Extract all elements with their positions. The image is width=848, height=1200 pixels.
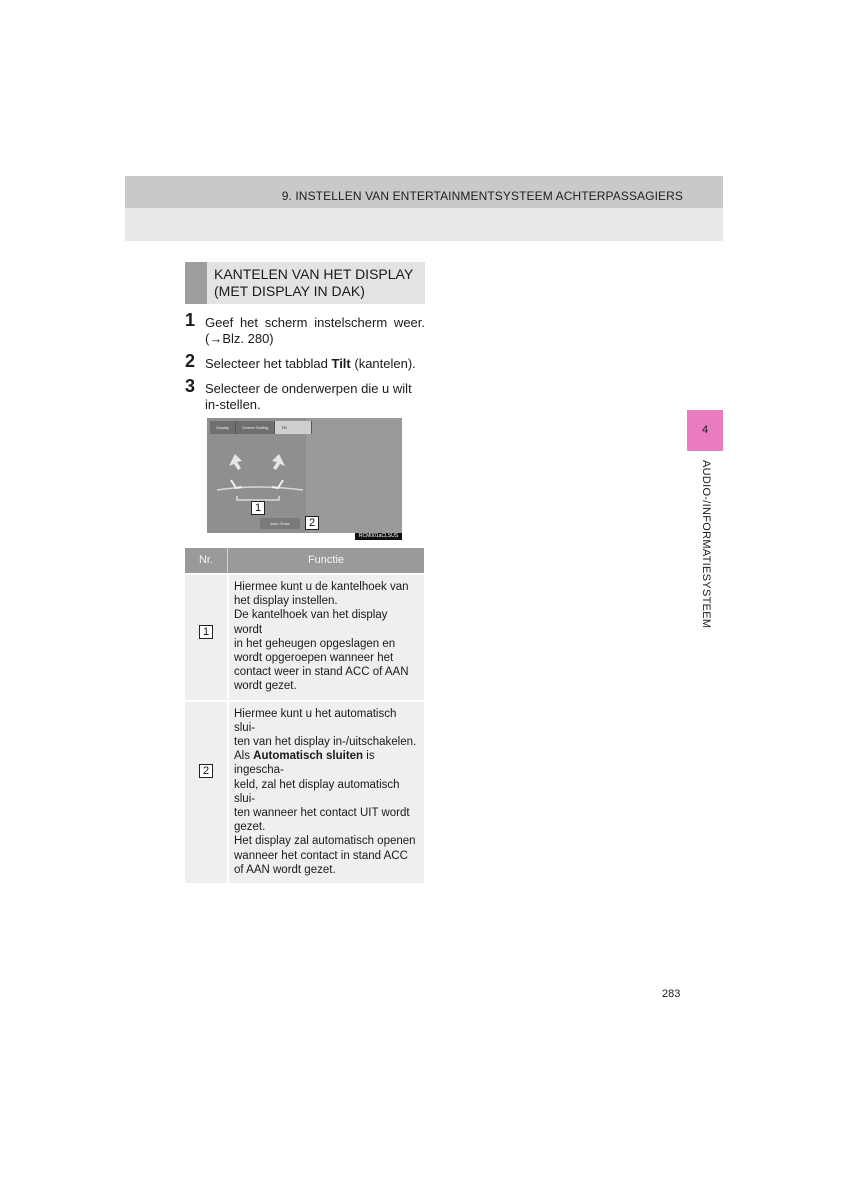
- row-function-text: Hiermee kunt u de kantelhoek van het display instellen. De kantelhoek van het display wordt in het geheugen opgeslagen en wordt opgeroepen wanneer het contact weer in stand ACC of AAN wordt gezet.: [234, 581, 409, 693]
- header-title: 9. INSTELLEN VAN ENTERTAINMENTSYSTEEM ACHTERPASSAGIERS: [281, 189, 683, 203]
- section-heading: [185, 262, 425, 304]
- image-id: RCM001aCLSUS: [355, 533, 402, 540]
- callout-1: 1: [251, 501, 265, 515]
- tab-screen-setting: Screen Setting: [236, 421, 275, 434]
- section-heading-bar: [185, 262, 207, 304]
- header-bottom-band: [125, 208, 723, 241]
- page-header: [125, 176, 723, 241]
- table-row: [185, 573, 424, 700]
- step-text: Selecteer het tabblad Tilt (kantelen).: [205, 356, 416, 371]
- row-function-text: Hiermee kunt u het automatisch slui- ten van het display in-/uitschakelen. Als Automatisch sluiten is ingescha- keld, zal het display automatisch slui- ten wanneer het contact UIT wordt gezet. Het display zal automatisch openen wanneer het contact in stand ACC of AAN wordt gezet.: [234, 707, 417, 876]
- step-number: 2: [185, 351, 196, 371]
- chapter-label: AUDIO-/INFORMATIESYSTEEM: [700, 460, 712, 629]
- row-number-cell: [185, 575, 229, 700]
- section-title: [214, 266, 424, 300]
- table-row: [185, 700, 424, 883]
- callout-2: 2: [305, 516, 319, 530]
- page-number: 283: [662, 988, 681, 1000]
- section-title-line1: KANTELEN VAN HET DISPLAY: [214, 266, 414, 282]
- column-header-nr: Nr.: [185, 548, 228, 573]
- tilt-tab-label: Tilt: [331, 356, 351, 371]
- step-number: 1: [185, 310, 196, 330]
- header-top-band: [125, 176, 723, 208]
- step-number: 3: [185, 376, 196, 396]
- tilt-arrows-icon: [207, 418, 317, 533]
- row-callout-1: 1: [199, 625, 213, 639]
- row-callout-2: 2: [199, 764, 213, 778]
- auto-close-button: Auto Close: [260, 518, 300, 529]
- chapter-tab: 4: [687, 410, 723, 451]
- screenshot-right-panel: [306, 418, 402, 533]
- column-header-functie: Functie: [307, 554, 345, 566]
- tab-tilt: Tilt: [275, 421, 312, 434]
- function-table: [185, 548, 424, 883]
- auto-close-label: Automatisch sluiten: [253, 750, 364, 763]
- table-header: [185, 548, 424, 573]
- step-text: Geef het scherm instelscherm weer. (→Blz. 280): [205, 315, 425, 346]
- section-title-line2: (MET DISPLAY IN DAK): [214, 283, 365, 299]
- row-number-cell: [185, 702, 229, 883]
- tab-display: Display: [210, 421, 236, 434]
- step-text: Selecteer de onderwerpen die u wilt in-stellen.: [205, 381, 412, 412]
